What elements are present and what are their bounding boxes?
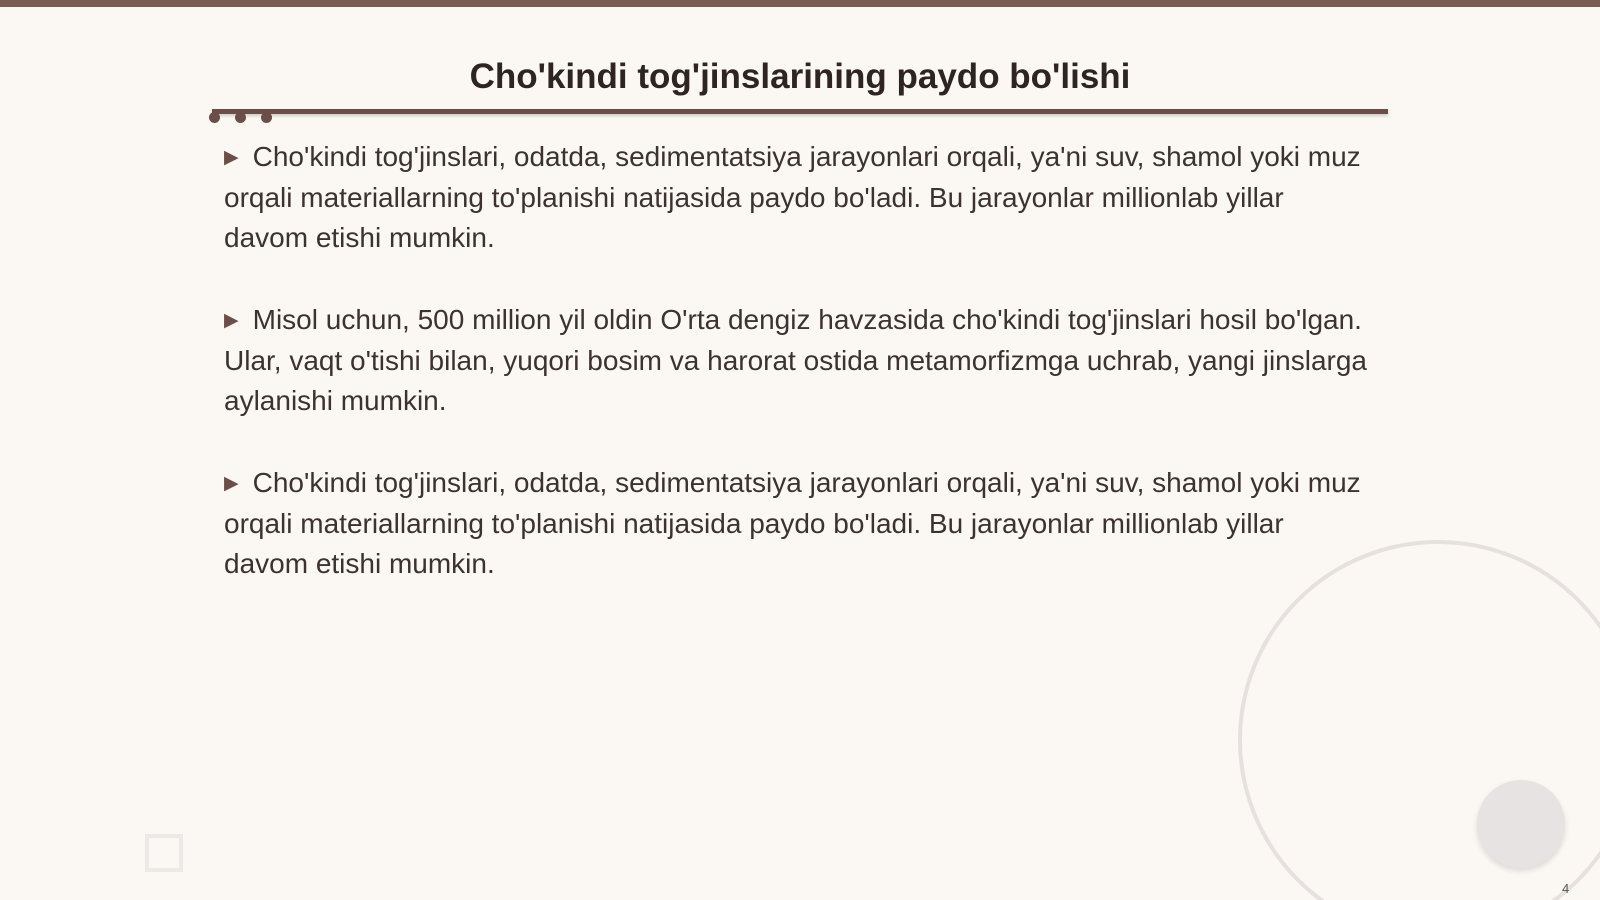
decorative-dot [261, 112, 272, 123]
bullet-arrow-icon: ▶ [224, 310, 239, 331]
bullet-paragraph-3 [224, 463, 1374, 584]
bullet-text-3: Cho'kindi tog'jinslari, odatda, sedimentatsiya jarayonlari orqali, ya'ni suv, shamol yoki muz orqali materiallarning to'planishi natijasida paydo bo'ladi. Bu jarayonlar millionlab yillar davom etishi mumkin. [224, 467, 1361, 579]
decorative-dot [209, 112, 220, 123]
bullet-text-1: Cho'kindi tog'jinslari, odatda, sedimentatsiya jarayonlari orqali, ya'ni suv, shamol yoki muz orqali materiallarning to'planishi natijasida paydo bo'ladi. Bu jarayonlar millionlab yillar davom etishi mumkin. [224, 141, 1361, 253]
bullet-arrow-icon: ▶ [224, 147, 239, 168]
slide-title: Cho'kindi tog'jinslarining paydo bo'lishi [469, 57, 1131, 96]
page-number: 4 [1562, 881, 1570, 896]
bullet-paragraph-1 [224, 137, 1374, 258]
decorative-circle [1477, 780, 1565, 868]
bullet-text-2: Misol uchun, 500 million yil oldin O'rta dengiz havzasida cho'kindi tog'jinslari hosil bo'lgan. Ular, vaqt o'tishi bilan, yuqori bosim va harorat ostida metamorfizmga uchrab, yangi jinslarga aylanishi mumkin. [224, 304, 1367, 416]
top-accent-band [0, 0, 1600, 7]
bullet-paragraph-2 [224, 300, 1374, 421]
decorative-square [145, 834, 183, 872]
bullet-list [224, 137, 1374, 626]
decorative-dot [235, 112, 246, 123]
bullet-arrow-icon: ▶ [224, 473, 239, 494]
title-underline [212, 109, 1388, 114]
